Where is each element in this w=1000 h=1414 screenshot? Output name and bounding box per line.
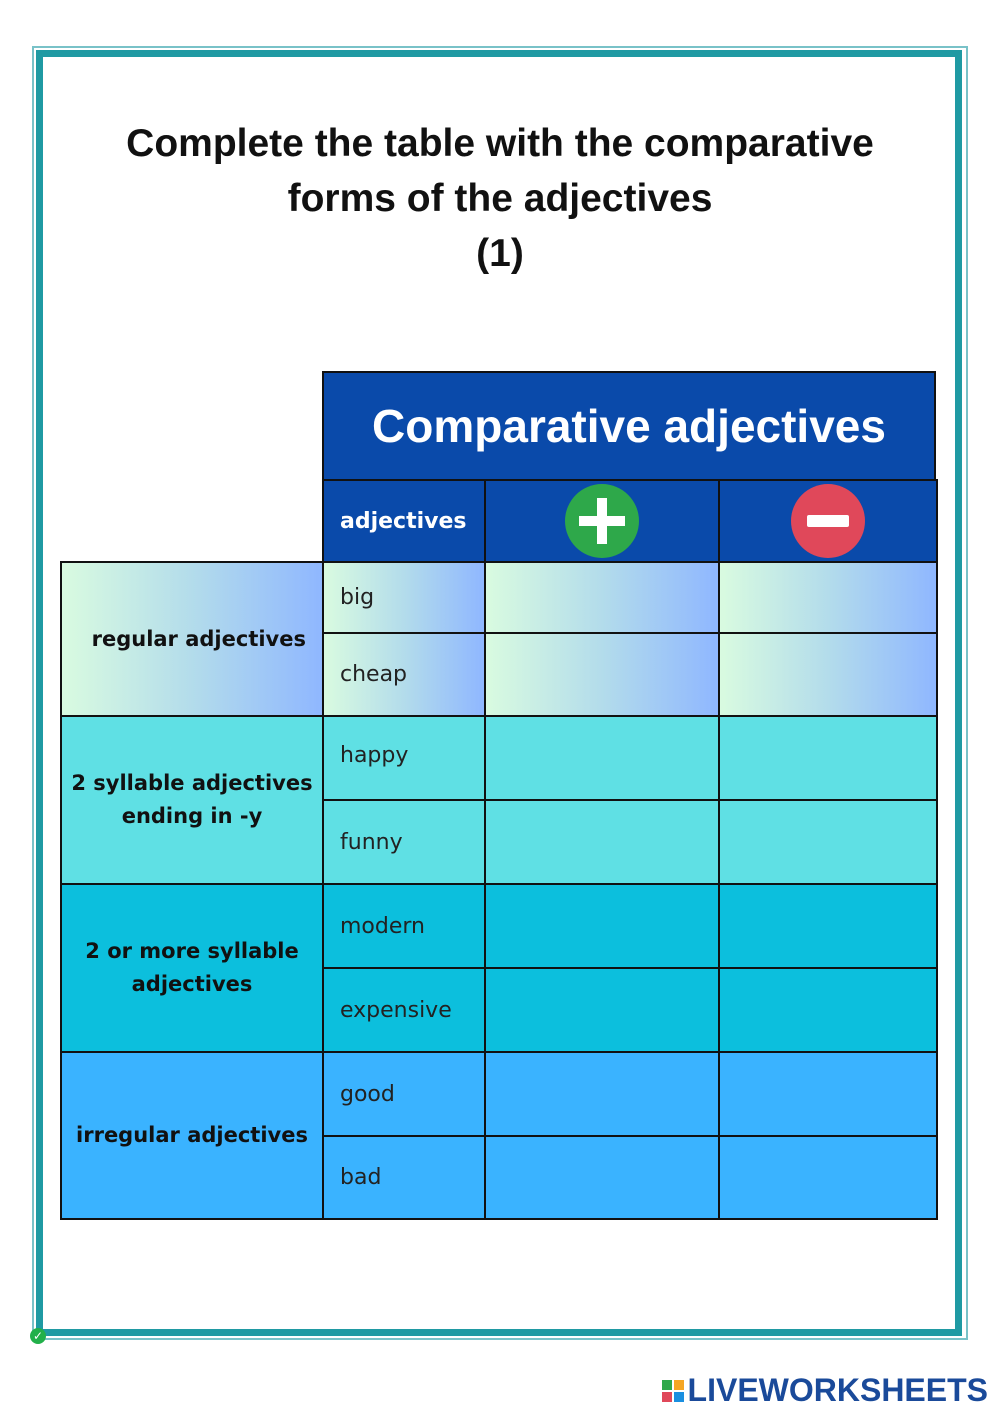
answer-cell[interactable]: [718, 561, 938, 634]
word-cell: funny: [322, 799, 486, 885]
plus-circle-icon: [565, 484, 639, 558]
category-two-or-more-syllable: 2 or more syllable adjectives: [60, 883, 324, 1053]
word-cell: happy: [322, 715, 486, 801]
answer-cell[interactable]: [718, 715, 938, 801]
table-heading: Comparative adjectives: [322, 371, 936, 481]
word-cell: modern: [322, 883, 486, 969]
check-icon: ✓: [30, 1328, 46, 1344]
worksheet-title: [60, 116, 940, 281]
column-header-adjectives: adjectives: [322, 479, 486, 563]
answer-cell[interactable]: [484, 632, 720, 717]
answer-cell[interactable]: [484, 883, 720, 969]
answer-cell[interactable]: [718, 632, 938, 717]
title-line-3: (1): [476, 232, 524, 275]
liveworksheets-mark-icon: [662, 1380, 684, 1402]
answer-cell[interactable]: [484, 715, 720, 801]
answer-cell[interactable]: [484, 561, 720, 634]
word-cell: cheap: [322, 632, 486, 717]
word-cell: good: [322, 1051, 486, 1137]
answer-cell[interactable]: [484, 799, 720, 885]
title-line-1: Complete the table with the comparative: [126, 122, 874, 165]
column-header-comparative-minus: [718, 479, 938, 563]
answer-cell[interactable]: [718, 967, 938, 1053]
logo-text: LIVEWORKSHEETS: [687, 1372, 988, 1408]
category-irregular-adjectives: irregular adjectives: [60, 1051, 324, 1220]
answer-cell[interactable]: [718, 1051, 938, 1137]
liveworksheets-logo: [662, 1372, 988, 1409]
category-two-syllable-y: 2 syllable adjectives ending in -y: [60, 715, 324, 885]
answer-cell[interactable]: [484, 1135, 720, 1220]
word-cell: big: [322, 561, 486, 634]
word-cell: bad: [322, 1135, 486, 1220]
category-regular-adjectives: regular adjectives: [60, 561, 324, 717]
answer-cell[interactable]: [718, 883, 938, 969]
answer-cell[interactable]: [484, 1051, 720, 1137]
answer-cell[interactable]: [718, 799, 938, 885]
answer-cell[interactable]: [484, 967, 720, 1053]
column-header-comparative-plus: [484, 479, 720, 563]
title-line-2: forms of the adjectives: [287, 177, 713, 220]
word-cell: expensive: [322, 967, 486, 1053]
answer-cell[interactable]: [718, 1135, 938, 1220]
minus-circle-icon: [791, 484, 865, 558]
